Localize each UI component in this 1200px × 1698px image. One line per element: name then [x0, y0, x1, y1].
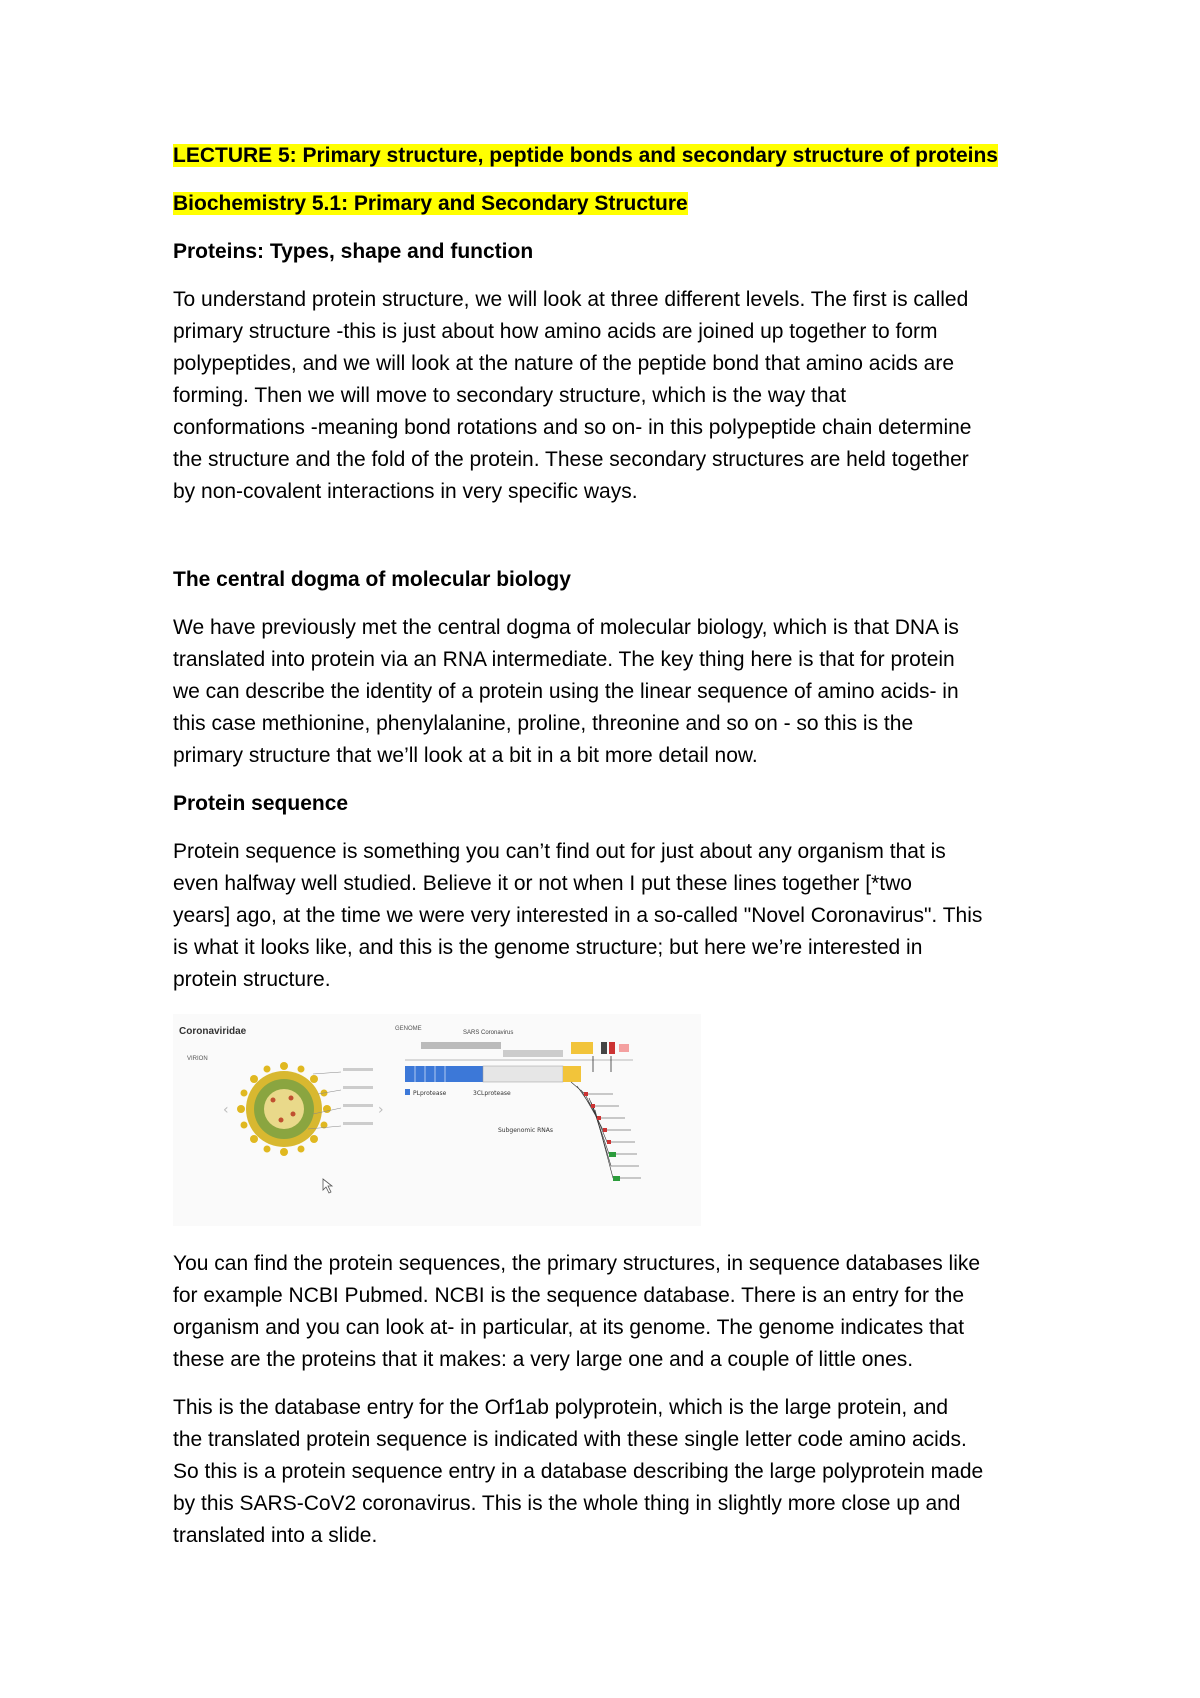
dogma-heading: The central dogma of molecular biology	[173, 568, 571, 591]
intro-line: conformations -meaning bond rotations and so on- in this polypeptide chain determine	[173, 416, 972, 439]
pl-protease-label: PLprotease	[413, 1090, 447, 1097]
orf-line: by this SARS-CoV2 coronavirus. This is the whole thing in slightly more close up and	[173, 1492, 961, 1515]
orf-line: So this is a protein sequence entry in a database describing the large polyprotein made	[173, 1460, 984, 1483]
dogma-paragraph	[173, 612, 1043, 772]
orf-line: the translated protein sequence is indicated with these single letter code amino acids.	[173, 1428, 967, 1451]
sequence-line: years] ago, at the time we were very interested in a so-called "Novel Coronavirus". This	[173, 904, 983, 927]
next-arrow-icon: ›	[378, 1102, 384, 1118]
sequence-line: Protein sequence is something you can’t find out for just about any organism that is	[173, 840, 946, 863]
ncbi-line: organism and you can look at- in particular, at its genome. The genome indicates that	[173, 1316, 965, 1339]
figure-title: Coronaviridae	[179, 1026, 247, 1037]
virion-label: VIRION	[187, 1056, 208, 1062]
orf-line: This is the database entry for the Orf1ab polyprotein, which is the large protein, and	[173, 1396, 949, 1419]
dogma-line: we can describe the identity of a protein using the linear sequence of amino acids- in	[173, 680, 959, 703]
genome-name: SARS Coronavirus	[463, 1030, 514, 1036]
dogma-line: this case methionine, phenylalanine, proline, threonine and so on - so this is the	[173, 712, 914, 735]
prev-arrow-icon: ‹	[223, 1102, 229, 1118]
intro-line: polypeptides, and we will look at the nature of the peptide bond that amino acids are	[173, 352, 955, 375]
cursor-icon	[323, 1179, 332, 1193]
ncbi-line: for example NCBI Pubmed. NCBI is the sequence database. There is an entry for the	[173, 1284, 965, 1307]
intro-paragraph	[173, 284, 1043, 508]
document-page	[173, 140, 1043, 1552]
section-heading	[173, 188, 1043, 220]
sequence-line: is what it looks like, and this is the genome structure; but here we’re interested in	[173, 936, 923, 959]
intro-line: forming. Then we will move to secondary structure, which is the way that	[173, 384, 847, 407]
section-heading-text: Biochemistry 5.1: Primary and Secondary Structure	[173, 192, 688, 215]
ncbi-line: these are the proteins that it makes: a very large one and a couple of little ones.	[173, 1348, 914, 1371]
ncbi-paragraph	[173, 1248, 1043, 1376]
cl-protease-label: 3CLprotease	[473, 1090, 511, 1097]
dogma-line: We have previously met the central dogma of molecular biology, which is that DNA is	[173, 616, 959, 639]
virion-illustration-icon	[237, 1062, 373, 1156]
intro-line: primary structure -this is just about how amino acids are joined up together to form	[173, 320, 938, 343]
orf-paragraph	[173, 1392, 1043, 1552]
dogma-line: translated into protein via an RNA intermediate. The key thing here is that for protein	[173, 648, 955, 671]
figure-graphic	[173, 1014, 701, 1226]
genome-map-icon	[405, 1042, 641, 1181]
genome-label: GENOME	[395, 1026, 422, 1032]
orf-line: translated into a slide.	[173, 1524, 378, 1547]
intro-line: by non-covalent interactions in very specific ways.	[173, 480, 638, 503]
coronavirus-figure	[173, 1014, 701, 1226]
intro-line: To understand protein structure, we will look at three different levels. The first is called	[173, 288, 969, 311]
dogma-line: primary structure that we’ll look at a bit in a bit more detail now.	[173, 744, 758, 767]
sequence-line: protein structure.	[173, 968, 331, 991]
lecture-heading-text: LECTURE 5: Primary structure, peptide bonds and secondary structure of proteins	[173, 144, 998, 167]
sequence-heading: Protein sequence	[173, 792, 349, 815]
intro-line: the structure and the fold of the protein. These secondary structures are held together	[173, 448, 969, 471]
sequence-paragraph	[173, 836, 1043, 996]
lecture-heading	[173, 140, 1043, 172]
sequence-line: even halfway well studied. Believe it or not when I put these lines together [*two	[173, 872, 912, 895]
subgenomic-label: Subgenomic RNAs	[498, 1127, 553, 1134]
proteins-heading: Proteins: Types, shape and function	[173, 240, 534, 263]
ncbi-line: You can find the protein sequences, the primary structures, in sequence databases like	[173, 1252, 981, 1275]
